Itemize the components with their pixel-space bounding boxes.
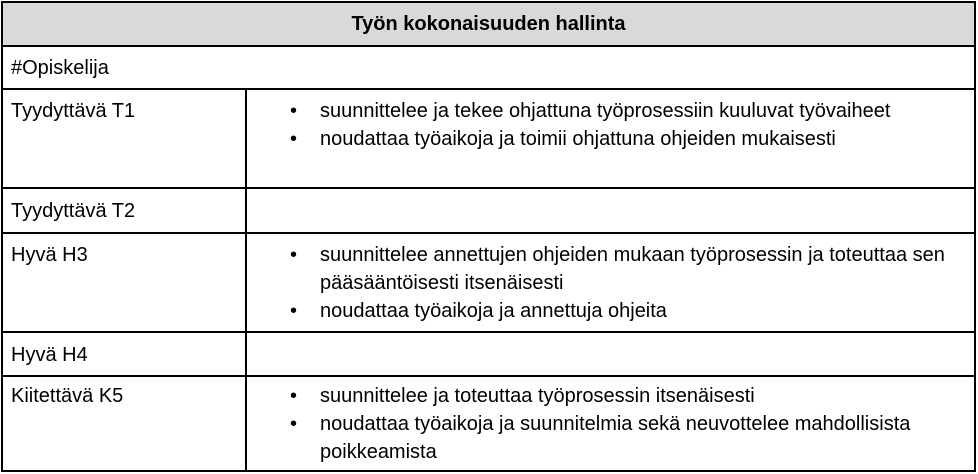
grade-label: Kiitettävä K5 [11, 385, 124, 407]
criteria-item [247, 97, 974, 125]
criteria-text: noudattaa työaikoja ja toimii ohjattuna ohjeiden mukaisesti [320, 128, 836, 150]
column-divider [245, 333, 247, 375]
bullet-icon: • [290, 244, 298, 266]
grade-label: Tyydyttävä T2 [11, 200, 136, 222]
table-row-h4 [3, 333, 974, 377]
criteria-list [247, 97, 974, 153]
criteria-text: noudattaa työaikoja ja suunnitelmia sekä neuvottelee mahdollisista poikkeamista [320, 413, 911, 463]
criteria-list [247, 241, 974, 325]
table-row-t2 [3, 189, 974, 234]
criteria-text: suunnittelee ja tekee ohjattuna työprosessiin kuuluvat työvaiheet [320, 100, 891, 122]
student-label: #Opiskelija [11, 57, 109, 79]
criteria-item [247, 382, 974, 410]
criteria-item [247, 410, 974, 466]
bullet-icon: • [290, 413, 298, 435]
table-row-k5 [3, 377, 974, 470]
bullet-icon: • [290, 300, 298, 322]
table-row-t1 [3, 90, 974, 189]
table-title: Työn kokonaisuuden hallinta [351, 13, 626, 35]
bullet-icon: • [290, 385, 298, 407]
criteria-list [247, 382, 974, 466]
criteria-text: suunnittelee annettujen ohjeiden mukaan työprosessin ja toteuttaa sen pääsääntöisesti itsenäisesti [320, 244, 945, 294]
table-row-h3 [3, 234, 974, 333]
criteria-text: noudattaa työaikoja ja annettuja ohjeita [320, 300, 667, 322]
grade-label: Hyvä H4 [11, 344, 88, 366]
bullet-icon: • [290, 128, 298, 150]
table-header [3, 3, 974, 47]
grade-label: Tyydyttävä T1 [11, 100, 136, 122]
criteria-text: suunnittelee ja toteuttaa työprosessin itsenäisesti [320, 385, 755, 407]
criteria-item [247, 297, 974, 325]
student-row [3, 47, 974, 90]
assessment-table [1, 1, 976, 472]
column-divider [245, 189, 247, 232]
bullet-icon: • [290, 100, 298, 122]
criteria-item [247, 241, 974, 297]
grade-label: Hyvä H3 [11, 244, 88, 266]
criteria-item [247, 125, 974, 153]
